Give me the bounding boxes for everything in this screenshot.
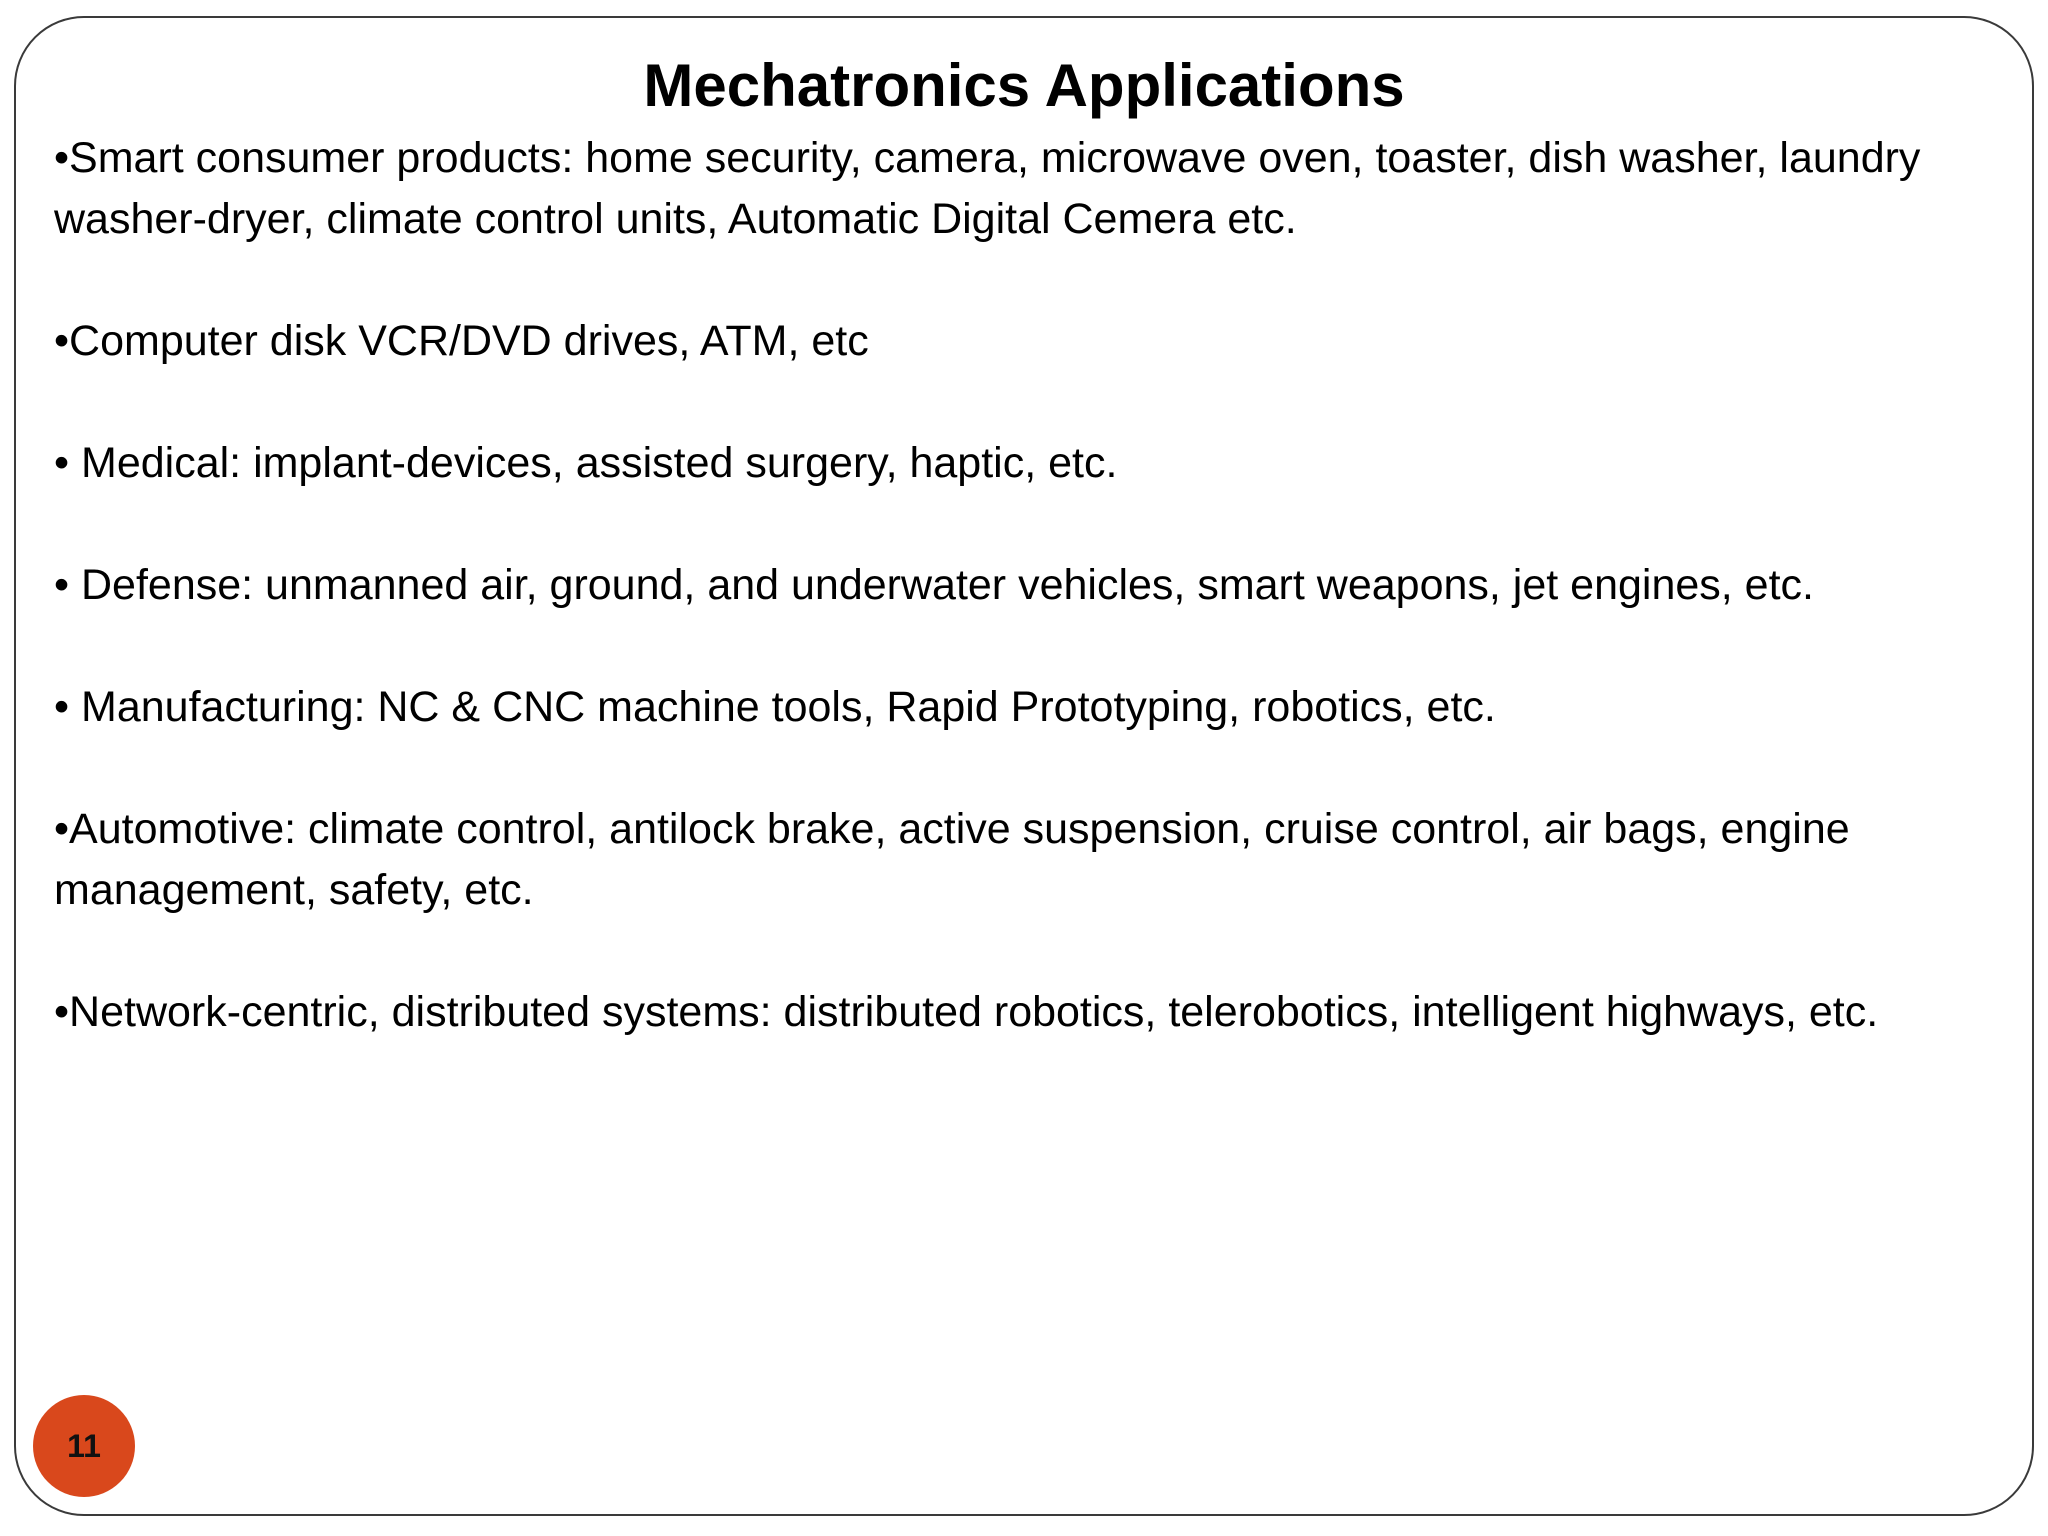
bullet-list [54,128,2014,1043]
bullet-computer-disk-drives: •Computer disk VCR/DVD drives, ATM, etc [54,317,869,365]
page-number-badge: 11 [33,1395,135,1497]
bullet-defense: • Defense: unmanned air, ground, and underwater vehicles, smart weapons, jet engines, etc. [54,561,1814,609]
bullet-smart-consumer-products: •Smart consumer products: home security, camera, microwave oven, toaster, dish washer, laundry washer-dryer, climate control units, Automatic Digital Cemera etc. [54,134,1933,243]
bullet-network-centric: •Network-centric, distributed systems: distributed robotics, telerobotics, intelligent highways, etc. [54,988,1879,1036]
bullet-manufacturing: • Manufacturing: NC & CNC machine tools, Rapid Prototyping, robotics, etc. [54,683,1496,731]
bullet-medical: • Medical: implant-devices, assisted surgery, haptic, etc. [54,439,1118,487]
slide-title: Mechatronics Applications [643,52,1405,119]
bullet-automotive: •Automotive: climate control, antilock brake, active suspension, cruise control, air bags, engine management, safety, etc. [54,805,1862,914]
